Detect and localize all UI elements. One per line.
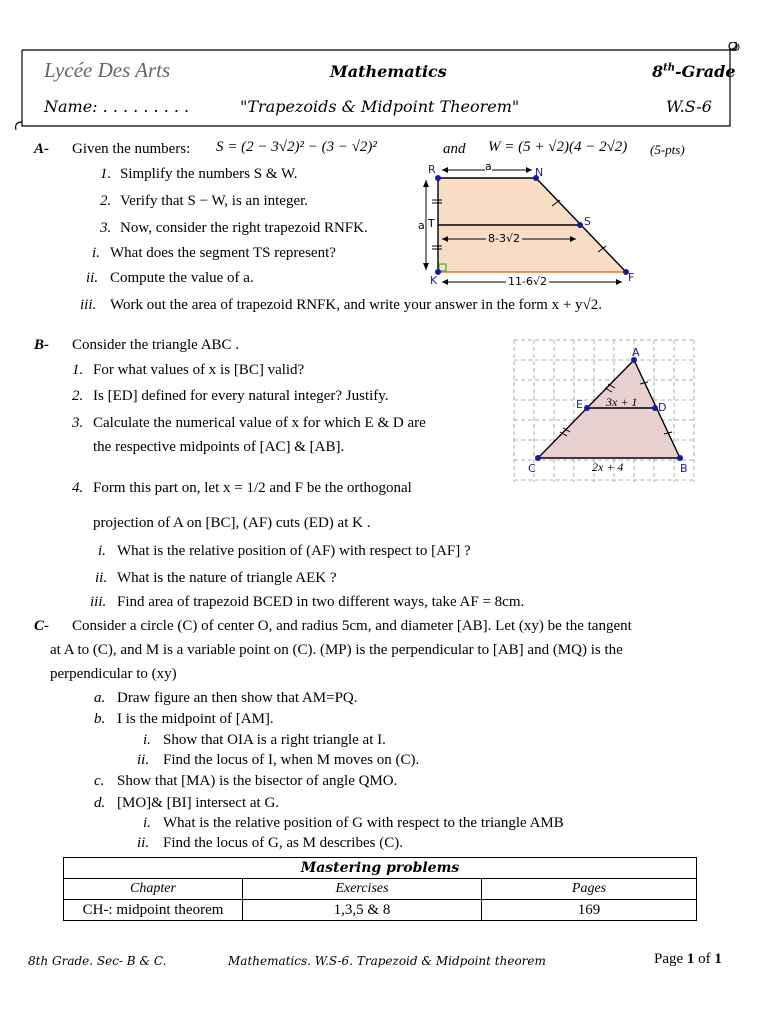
b-item-text: Calculate the numerical value of x for which E & D are: [93, 415, 426, 431]
point-b-label: B: [680, 462, 688, 475]
section-c-line: at A to (C), and M is a variable point on (C). (MP) is the perpendicular to [AB] and (MQ) is the: [50, 642, 623, 658]
worksheet-number: W.S-6: [666, 97, 712, 116]
b-item-text: projection of A on [BC], (AF) cuts (ED) at K .: [93, 515, 371, 531]
b-item-text: What is the nature of triangle AEK ?: [117, 570, 337, 586]
point-n-label: N: [535, 166, 544, 179]
c-item-text: I is the midpoint of [AM].: [117, 711, 274, 727]
page-number: Page 1 of 1: [654, 951, 722, 967]
c-item-num: i.: [143, 815, 151, 831]
a-item-num: 2.: [100, 193, 112, 209]
a-item-num: iii.: [80, 297, 97, 313]
point-d-label: D: [658, 401, 667, 414]
chapter-cell: CH-: midpoint theorem: [64, 900, 243, 921]
c-item-text: Show that [MA) is the bisector of angle QMO.: [117, 773, 398, 789]
b-item-text: Find area of trapezoid BCED in two different ways, take AF = 8cm.: [117, 594, 525, 610]
point-t-label: T: [428, 217, 435, 230]
b-item-text: Form this part on, let x = 1/2 and F be the orthogonal: [93, 480, 412, 496]
point-k-label: K: [430, 274, 438, 287]
c-item-text: Draw figure an then show that AM=PQ.: [117, 690, 358, 706]
length-a-top: a: [485, 160, 492, 173]
w-expression: W = (5 + √2)(4 − 2√2): [488, 139, 628, 155]
a-item-text: Work out the area of trapezoid RNFK, and write your answer in the form x + y√2.: [110, 297, 603, 313]
section-c-letter: C-: [34, 618, 49, 634]
a-item-num: i.: [92, 245, 100, 261]
c-item-num: d.: [94, 795, 106, 811]
length-kf: 11-6√2: [508, 275, 547, 288]
table-row: [64, 900, 697, 921]
a-item-num: 1.: [100, 166, 112, 182]
section-c-line: perpendicular to (xy): [50, 666, 177, 682]
c-item-num: i.: [143, 732, 151, 748]
column-header-chapter: Chapter: [64, 879, 243, 900]
c-item-text: [MO]& [BI] intersect at G.: [117, 795, 280, 811]
point-r-label: R: [428, 163, 436, 176]
footer-center: Mathematics. W.S-6. Trapezoid & Midpoint theorem: [228, 954, 546, 968]
header-scroll-frame: [14, 42, 742, 132]
a-item-text: Verify that S − W, is an integer.: [120, 193, 309, 209]
b-item-text: What is the relative position of (AF) with respect to [AF] ?: [117, 543, 471, 559]
a-item-text: Now, consider the right trapezoid RNFK.: [120, 220, 368, 236]
grade: 8th-Grade: [652, 62, 736, 81]
b-item-text: For what values of x is [BC] valid?: [93, 362, 305, 378]
a-item-num: ii.: [86, 270, 99, 286]
section-a-letter: A-: [34, 141, 49, 157]
a-item-text: What does the segment TS represent?: [110, 245, 336, 261]
c-item-num: ii.: [137, 752, 150, 768]
length-ed: 3x + 1: [606, 395, 638, 409]
trapezoid-figure: [412, 160, 642, 290]
point-a-label: A: [632, 346, 640, 359]
pages-cell: 169: [482, 900, 697, 921]
point-c-label: C: [528, 462, 536, 475]
b-item-num: 3.: [72, 415, 84, 431]
mastering-problems-table: [63, 857, 697, 921]
b-item-num: 1.: [72, 362, 84, 378]
b-item-num: ii.: [95, 570, 108, 586]
section-b-letter: B-: [34, 337, 49, 353]
section-b-intro: Consider the triangle ABC .: [72, 337, 240, 353]
c-item-text: Find the locus of G, as M describes (C).: [163, 835, 403, 851]
c-item-text: What is the relative position of G with respect to the triangle AMB: [163, 815, 564, 831]
length-ts: 8-3√2: [488, 232, 520, 245]
exercises-cell: 1,3,5 & 8: [243, 900, 482, 921]
points: (5-pts): [650, 142, 685, 157]
worksheet-title: "Trapezoids & Midpoint Theorem": [240, 97, 520, 116]
a-item-text: Compute the value of a.: [110, 270, 254, 286]
point-e-label: E: [576, 398, 583, 411]
c-item-num: ii.: [137, 835, 150, 851]
school-name: Lycée Des Arts: [44, 58, 171, 82]
c-item-num: a.: [94, 690, 106, 706]
subject: Mathematics: [330, 62, 447, 81]
column-header-exercises: Exercises: [243, 879, 482, 900]
section-c-line: Consider a circle (C) of center O, and radius 5cm, and diameter [AB]. Let (xy) be the tangent: [72, 618, 632, 634]
b-item-num: 4.: [72, 480, 84, 496]
and-word: and: [443, 141, 466, 157]
section-a-intro: Given the numbers:: [72, 141, 191, 157]
b-item-text: Is [ED] defined for every natural integer? Justify.: [93, 388, 389, 404]
b-item-num: iii.: [90, 594, 107, 610]
s-expression: S = (2 − 3√2)² − (3 − √2)²: [216, 139, 377, 155]
c-item-num: b.: [94, 711, 106, 727]
a-item-text: Simplify the numbers S & W.: [120, 166, 298, 182]
point-s-label: S: [584, 215, 591, 228]
b-item-num: 2.: [72, 388, 84, 404]
b-item-text: the respective midpoints of [AC] & [AB].: [93, 439, 345, 455]
point-f-label: F: [628, 271, 635, 284]
footer-left: 8th Grade. Sec- B & C.: [28, 954, 167, 968]
b-item-num: i.: [98, 543, 106, 559]
column-header-pages: Pages: [482, 879, 697, 900]
c-item-text: Find the locus of I, when M moves on (C).: [163, 752, 420, 768]
name-label: Name: . . . . . . . . .: [44, 97, 190, 116]
length-a-left: a: [418, 219, 425, 232]
a-item-num: 3.: [100, 220, 112, 236]
c-item-num: c.: [94, 773, 105, 789]
mastering-title: Mastering problems: [64, 858, 697, 879]
length-bc: 2x + 4: [592, 460, 624, 474]
c-item-text: Show that OIA is a right triangle at I.: [163, 732, 386, 748]
